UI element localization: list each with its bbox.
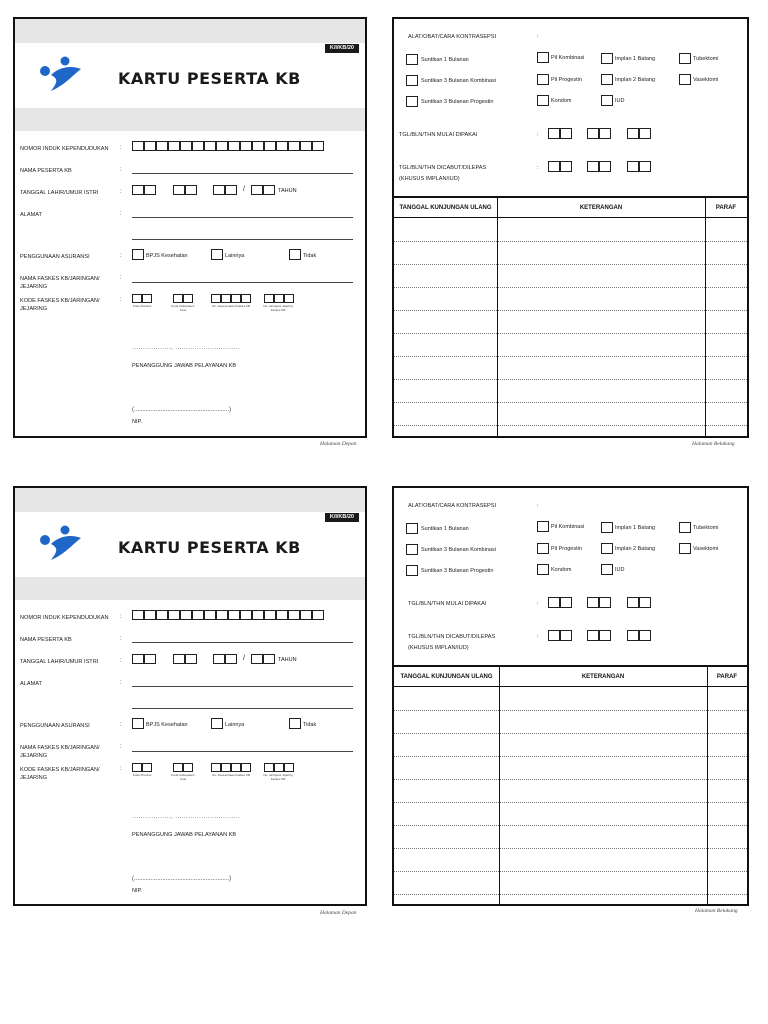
- dicabut-month-boxes[interactable]: [587, 630, 611, 641]
- card-title: KARTU PESERTA KB: [118, 69, 301, 88]
- asuransi-bpjs-checkbox[interactable]: [132, 718, 144, 729]
- kode-sublabel: No. Kepesertaan Faskes KB: [212, 304, 250, 308]
- signature-place-date: .................., ..............................: [132, 814, 241, 820]
- option-label: Implan 2 Batang: [615, 77, 656, 83]
- opt-pilprogestin-checkbox[interactable]: [537, 74, 549, 85]
- option-label: Suntikan 1 Bulanan: [421, 526, 469, 532]
- mulai-year-boxes[interactable]: [627, 128, 651, 139]
- tahun-label: TAHUN: [278, 188, 297, 194]
- dicabut-year-boxes[interactable]: [627, 630, 651, 641]
- slash: /: [243, 186, 245, 193]
- visit-table: [394, 665, 747, 904]
- nip-label: NIP.: [132, 419, 143, 425]
- kode-faskes-boxes[interactable]: [211, 294, 251, 303]
- front-card-1: [13, 17, 367, 438]
- footer-back: Halaman Belakang: [695, 908, 738, 914]
- colon: :: [120, 766, 122, 772]
- opt-tubektomi-checkbox[interactable]: [679, 522, 691, 533]
- divider-band: [15, 108, 365, 131]
- table-header: TANGGAL KUNJUNGAN ULANG: [394, 667, 499, 687]
- option-label: Tubektomi: [693, 56, 719, 62]
- card-code: K/I/KB/20: [325, 44, 359, 53]
- header-band: [15, 488, 365, 512]
- option-label: Implan 1 Batang: [615, 56, 656, 62]
- footer-back: Halaman Belakang: [692, 441, 735, 447]
- nama-faskes-line[interactable]: [132, 751, 353, 752]
- kode-jaringan-boxes[interactable]: [264, 763, 294, 772]
- tgl-dicabut-label: TGL/BLN/THN DICABUT/DILEPAS: [399, 165, 487, 171]
- table-header: KETERANGAN: [499, 667, 707, 687]
- nama-line[interactable]: [132, 642, 353, 643]
- option-label: Suntikan 1 Bulanan: [421, 57, 469, 63]
- tgl-dicabut-sublabel: (KHUSUS IMPLAN/IUD): [408, 645, 469, 651]
- option-label: Kondom: [551, 567, 572, 573]
- dicabut-year-boxes[interactable]: [627, 161, 651, 172]
- asuransi-option: Tidak: [303, 253, 317, 259]
- mulai-day-boxes[interactable]: [548, 128, 572, 139]
- table-divider: [499, 667, 500, 904]
- kode-sublabel: Kode Provinsi: [132, 773, 152, 777]
- tgl-month-boxes[interactable]: [173, 185, 197, 195]
- opt-implan2-checkbox[interactable]: [601, 543, 613, 554]
- option-label: Implan 2 Batang: [615, 546, 656, 552]
- nama-faskes-line[interactable]: [132, 282, 353, 283]
- table-divider: [705, 198, 706, 436]
- asuransi-option: Lainnya: [225, 722, 245, 728]
- kode-sublabel: Kode Kabupaten/ Kota: [171, 773, 195, 781]
- bkkbn-logo-icon: [35, 55, 87, 95]
- table-row[interactable]: [394, 779, 747, 780]
- divider-band: [15, 577, 365, 600]
- signature-place-date: .................., ..............................: [132, 345, 241, 351]
- kode-kabupaten-boxes[interactable]: [173, 294, 193, 303]
- colon: :: [120, 744, 122, 750]
- table-row[interactable]: [394, 894, 747, 895]
- footer-front: Halaman Depan: [320, 441, 357, 447]
- card-code: K/I/KB/20: [325, 513, 359, 522]
- asuransi-lainnya-checkbox[interactable]: [211, 718, 223, 729]
- asuransi-tidak-checkbox[interactable]: [289, 249, 301, 260]
- colon: :: [120, 614, 122, 620]
- opt-implan1-checkbox[interactable]: [601, 522, 613, 533]
- opt-suntikan3k-checkbox[interactable]: [406, 75, 418, 86]
- kode-faskes-label: KODE FASKES KB/JARINGAN/ JEJARING: [20, 767, 100, 781]
- asuransi-label: PENGGUNAAN ASURANSI: [20, 723, 90, 729]
- alamat-line-1[interactable]: [132, 686, 353, 687]
- table-row[interactable]: [394, 871, 747, 872]
- opt-kondom-checkbox[interactable]: [537, 95, 549, 106]
- table-row[interactable]: [394, 710, 747, 711]
- asuransi-tidak-checkbox[interactable]: [289, 718, 301, 729]
- option-label: Vasektomi: [693, 77, 719, 83]
- signature-name-line[interactable]: (.........................................................): [132, 876, 232, 882]
- table-row[interactable]: [394, 287, 747, 288]
- colon: :: [120, 145, 122, 151]
- kode-sublabel: No. Jaringan/ Jejaring Faskes KB: [263, 304, 293, 312]
- colon: :: [120, 658, 122, 664]
- table-header: KETERANGAN: [497, 198, 705, 218]
- option-label: Pil Progestin: [551, 77, 582, 83]
- kode-sublabel: Kode Kabupaten/ Kota: [171, 304, 195, 312]
- colon: :: [120, 275, 122, 281]
- dicabut-day-boxes[interactable]: [548, 630, 572, 641]
- opt-vasektomi-checkbox[interactable]: [679, 74, 691, 85]
- asuransi-option: Tidak: [303, 722, 317, 728]
- card-title: KARTU PESERTA KB: [118, 538, 301, 557]
- opt-suntikan1-checkbox[interactable]: [406, 523, 418, 534]
- mulai-year-boxes[interactable]: [627, 597, 651, 608]
- table-row[interactable]: [394, 802, 747, 803]
- tgl-dicabut-sublabel: (KHUSUS IMPLAN/IUD): [399, 176, 460, 182]
- tanggal-label: TANGGAL LAHIR/UMUR ISTRI: [20, 659, 99, 665]
- kode-provinsi-boxes[interactable]: [132, 294, 152, 303]
- dicabut-day-boxes[interactable]: [548, 161, 572, 172]
- footer-front: Halaman Depan: [320, 910, 357, 916]
- front-card-2: [13, 486, 367, 906]
- table-divider: [707, 667, 708, 904]
- colon: :: [537, 503, 539, 509]
- table-row[interactable]: [394, 825, 747, 826]
- umur-boxes[interactable]: [251, 654, 275, 664]
- option-label: Pil Kombinasi: [551, 524, 585, 530]
- colon: :: [120, 636, 122, 642]
- option-label: Suntikan 3 Bulanan Kombinasi: [421, 547, 496, 553]
- option-label: Pil Kombinasi: [551, 55, 585, 61]
- kode-jaringan-boxes[interactable]: [264, 294, 294, 303]
- kode-provinsi-boxes[interactable]: [132, 763, 152, 772]
- option-label: Tubektomi: [693, 525, 719, 531]
- alat-label: ALAT/OBAT/CARA KONTRASEPSI: [408, 34, 497, 40]
- dicabut-month-boxes[interactable]: [587, 161, 611, 172]
- asuransi-label: PENGGUNAAN ASURANSI: [20, 254, 90, 260]
- option-label: Vasektomi: [693, 546, 719, 552]
- signature-title: PENANGGUNG JAWAB PELAYANAN KB: [132, 363, 237, 369]
- opt-suntikan3p-checkbox[interactable]: [406, 96, 418, 107]
- visit-table: [394, 196, 747, 436]
- table-row[interactable]: [394, 241, 747, 242]
- nama-faskes-label: NAMA FASKES KB/JARINGAN/ JEJARING: [20, 745, 100, 759]
- table-row[interactable]: [394, 379, 747, 380]
- colon: :: [120, 722, 122, 728]
- nik-label: NOMOR INDUK KEPENDUDUKAN: [20, 146, 109, 152]
- asuransi-option: Lainnya: [225, 253, 245, 259]
- alamat-label: ALAMAT: [20, 212, 42, 218]
- option-label: Suntikan 3 Bulanan Progestin: [421, 99, 494, 105]
- alamat-line-1[interactable]: [132, 217, 353, 218]
- colon: :: [537, 165, 539, 171]
- colon: :: [120, 167, 122, 173]
- table-divider: [497, 198, 498, 436]
- nama-label: NAMA PESERTA KB: [20, 637, 72, 643]
- signature-title: PENANGGUNG JAWAB PELAYANAN KB: [132, 832, 237, 838]
- table-row[interactable]: [394, 756, 747, 757]
- opt-suntikan1-checkbox[interactable]: [406, 54, 418, 65]
- opt-suntikan3k-checkbox[interactable]: [406, 544, 418, 555]
- option-label: Implan 1 Batang: [615, 525, 656, 531]
- opt-pilprogestin-checkbox[interactable]: [537, 543, 549, 554]
- option-label: IUD: [615, 567, 625, 573]
- tanggal-label: TANGGAL LAHIR/UMUR ISTRI: [20, 190, 99, 196]
- table-header: PARAF: [707, 667, 747, 687]
- tgl-mulai-label: TGL/BLN/THN MULAI DIPAKAI: [408, 601, 487, 607]
- asuransi-option: BPJS Kesehatan: [146, 253, 188, 259]
- back-card-2: [392, 486, 749, 906]
- alamat-label: ALAMAT: [20, 681, 42, 687]
- colon: :: [120, 253, 122, 259]
- tgl-day-boxes[interactable]: [132, 654, 156, 664]
- table-row[interactable]: [394, 356, 747, 357]
- option-label: IUD: [615, 98, 625, 104]
- table-row[interactable]: [394, 402, 747, 403]
- kode-sublabel: No. Kepesertaan Faskes KB: [212, 773, 250, 777]
- nama-faskes-label: NAMA FASKES KB/JARINGAN/ JEJARING: [20, 276, 100, 290]
- colon: :: [537, 634, 539, 640]
- table-row[interactable]: [394, 310, 747, 311]
- nik-boxes[interactable]: [132, 141, 324, 151]
- opt-iud-checkbox[interactable]: [601, 95, 613, 106]
- tgl-mulai-label: TGL/BLN/THN MULAI DIPAKAI: [399, 132, 478, 138]
- option-label: Pil Progestin: [551, 546, 582, 552]
- asuransi-bpjs-checkbox[interactable]: [132, 249, 144, 260]
- colon: :: [120, 297, 122, 303]
- opt-implan1-checkbox[interactable]: [601, 53, 613, 64]
- tgl-dicabut-label: TGL/BLN/THN DICABUT/DILEPAS: [408, 634, 496, 640]
- kode-kabupaten-boxes[interactable]: [173, 763, 193, 772]
- slash: /: [243, 655, 245, 662]
- opt-iud-checkbox[interactable]: [601, 564, 613, 575]
- table-header: TANGGAL KUNJUNGAN ULANG: [394, 198, 497, 218]
- colon: :: [120, 189, 122, 195]
- tgl-year-boxes[interactable]: [213, 185, 237, 195]
- tahun-label: TAHUN: [278, 657, 297, 663]
- table-row[interactable]: [394, 733, 747, 734]
- nama-line[interactable]: [132, 173, 353, 174]
- opt-suntikan3p-checkbox[interactable]: [406, 565, 418, 576]
- colon: :: [120, 211, 122, 217]
- mulai-day-boxes[interactable]: [548, 597, 572, 608]
- table-row[interactable]: [394, 333, 747, 334]
- alamat-line-2[interactable]: [132, 708, 353, 709]
- alamat-line-2[interactable]: [132, 239, 353, 240]
- kode-sublabel: No. Jaringan/ Jejaring Faskes KB: [263, 773, 293, 781]
- header-band: [15, 19, 365, 43]
- tgl-day-boxes[interactable]: [132, 185, 156, 195]
- kode-sublabel: Kode Provinsi: [132, 304, 152, 308]
- colon: :: [537, 132, 539, 138]
- opt-pilkombinasi-checkbox[interactable]: [537, 521, 549, 532]
- nama-label: NAMA PESERTA KB: [20, 168, 72, 174]
- option-label: Kondom: [551, 98, 572, 104]
- bkkbn-logo-icon: [35, 524, 87, 564]
- kode-faskes-label: KODE FASKES KB/JARINGAN/ JEJARING: [20, 298, 100, 312]
- asuransi-option: BPJS Kesehatan: [146, 722, 188, 728]
- table-row[interactable]: [394, 848, 747, 849]
- alat-label: ALAT/OBAT/CARA KONTRASEPSI: [408, 503, 497, 509]
- nik-label: NOMOR INDUK KEPENDUDUKAN: [20, 615, 109, 621]
- colon: :: [537, 34, 539, 40]
- opt-implan2-checkbox[interactable]: [601, 74, 613, 85]
- nik-boxes[interactable]: [132, 610, 324, 620]
- opt-pilkombinasi-checkbox[interactable]: [537, 52, 549, 63]
- umur-boxes[interactable]: [251, 185, 275, 195]
- nip-label: NIP.: [132, 888, 143, 894]
- colon: :: [120, 680, 122, 686]
- opt-kondom-checkbox[interactable]: [537, 564, 549, 575]
- mulai-month-boxes[interactable]: [587, 597, 611, 608]
- table-row[interactable]: [394, 425, 747, 426]
- back-card-1: [392, 17, 749, 438]
- tgl-year-boxes[interactable]: [213, 654, 237, 664]
- opt-tubektomi-checkbox[interactable]: [679, 53, 691, 64]
- kode-faskes-boxes[interactable]: [211, 763, 251, 772]
- opt-vasektomi-checkbox[interactable]: [679, 543, 691, 554]
- option-label: Suntikan 3 Bulanan Kombinasi: [421, 78, 496, 84]
- table-header: PARAF: [705, 198, 747, 218]
- table-row[interactable]: [394, 264, 747, 265]
- colon: :: [537, 601, 539, 607]
- signature-name-line[interactable]: (.........................................................): [132, 407, 232, 413]
- option-label: Suntikan 3 Bulanan Progestin: [421, 568, 494, 574]
- mulai-month-boxes[interactable]: [587, 128, 611, 139]
- asuransi-lainnya-checkbox[interactable]: [211, 249, 223, 260]
- tgl-month-boxes[interactable]: [173, 654, 197, 664]
